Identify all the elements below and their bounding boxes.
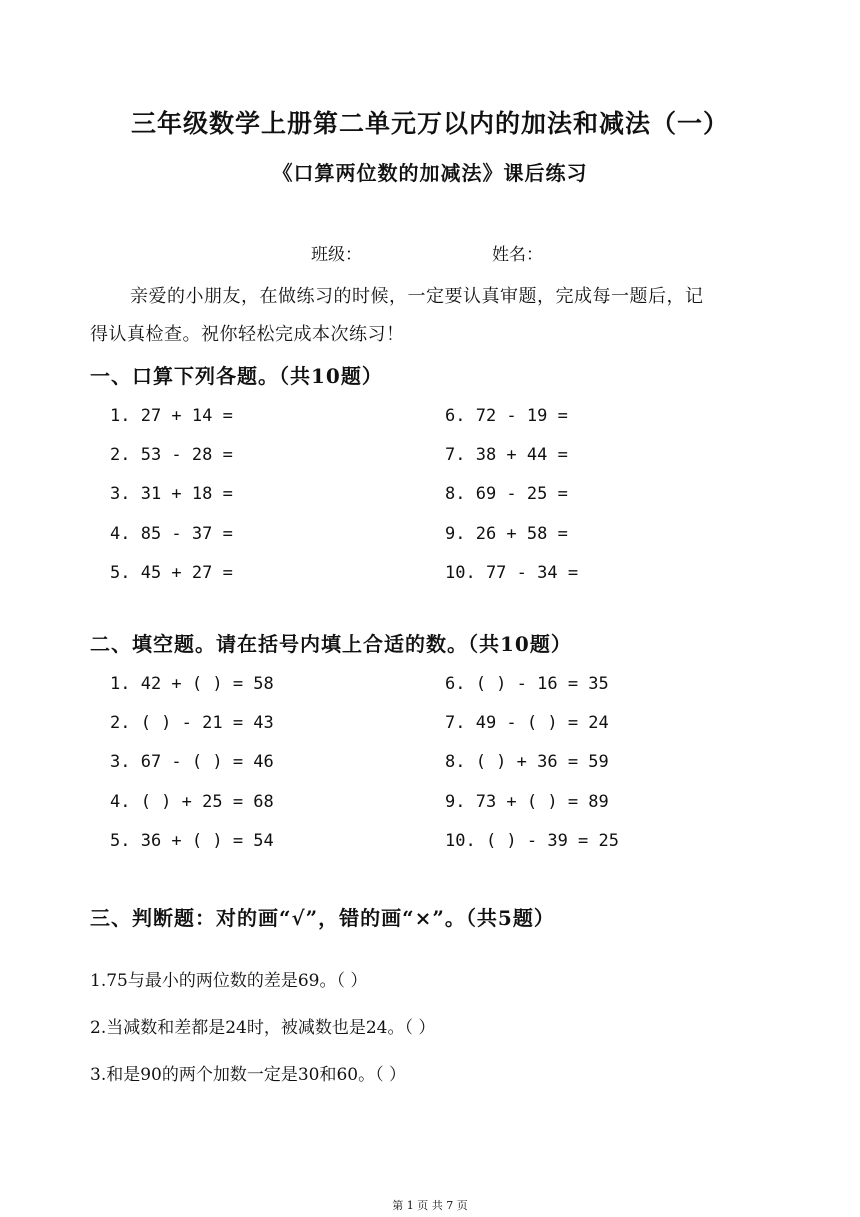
question-item: 7. 38 + 44 = [445,445,568,465]
fill-blank-item: 1. 42 + ( ) = 58 [110,674,274,694]
intro-line-2: 得认真检查。祝你轻松完成本次练习！ [90,324,405,345]
fill-blank-item: 4. ( ) + 25 = 68 [110,792,274,812]
fill-blank-item: 3. 67 - ( ) = 46 [110,752,274,772]
fill-blank-item: 2. ( ) - 21 = 43 [110,713,274,733]
question-item: 2. 53 - 28 = [110,445,233,465]
question-item: 8. 69 - 25 = [445,484,568,504]
question-item: 3. 31 + 18 = [110,484,233,504]
fill-blank-item: 9. 73 + ( ) = 89 [445,792,609,812]
judgement-item: 2.当减数和差都是24时，被减数也是24。（ ） [90,1018,436,1038]
page-footer: 第 1 页 共 7 页 [392,1199,468,1212]
fill-blank-item: 7. 49 - ( ) = 24 [445,713,609,733]
question-item: 9. 26 + 58 = [445,524,568,544]
name-label: 姓名： [492,245,543,265]
intro-line-1: 亲爱的小朋友，在做练习的时候，一定要认真审题，完成每一题后，记 [130,286,704,307]
question-item: 6. 72 - 19 = [445,406,568,426]
question-item: 4. 85 - 37 = [110,524,233,544]
judgement-item: 3.和是90的两个加数一定是30和60。（ ） [90,1065,407,1085]
section-1-heading: 一、口算下列各题。（共10题） [90,364,383,388]
page-subtitle: 《口算两位数的加减法》课后练习 [272,161,588,185]
fill-blank-item: 10. ( ) - 39 = 25 [445,831,619,851]
section-2-heading: 二、填空题。请在括号内填上合适的数。（共10题） [90,632,572,656]
fill-blank-item: 5. 36 + ( ) = 54 [110,831,274,851]
question-item: 10. 77 - 34 = [445,563,579,583]
page-title: 三年级数学上册第二单元万以内的加法和减法（一） [130,109,729,138]
fill-blank-item: 8. ( ) + 36 = 59 [445,752,609,772]
section-3-heading: 三、判断题：对的画“√”，错的画“×”。（共5题） [90,906,555,930]
fill-blank-item: 6. ( ) - 16 = 35 [445,674,609,694]
judgement-item: 1.75与最小的两位数的差是69。（ ） [90,971,368,991]
question-item: 5. 45 + 27 = [110,563,233,583]
class-label: 班级： [311,245,362,265]
question-item: 1. 27 + 14 = [110,406,233,426]
